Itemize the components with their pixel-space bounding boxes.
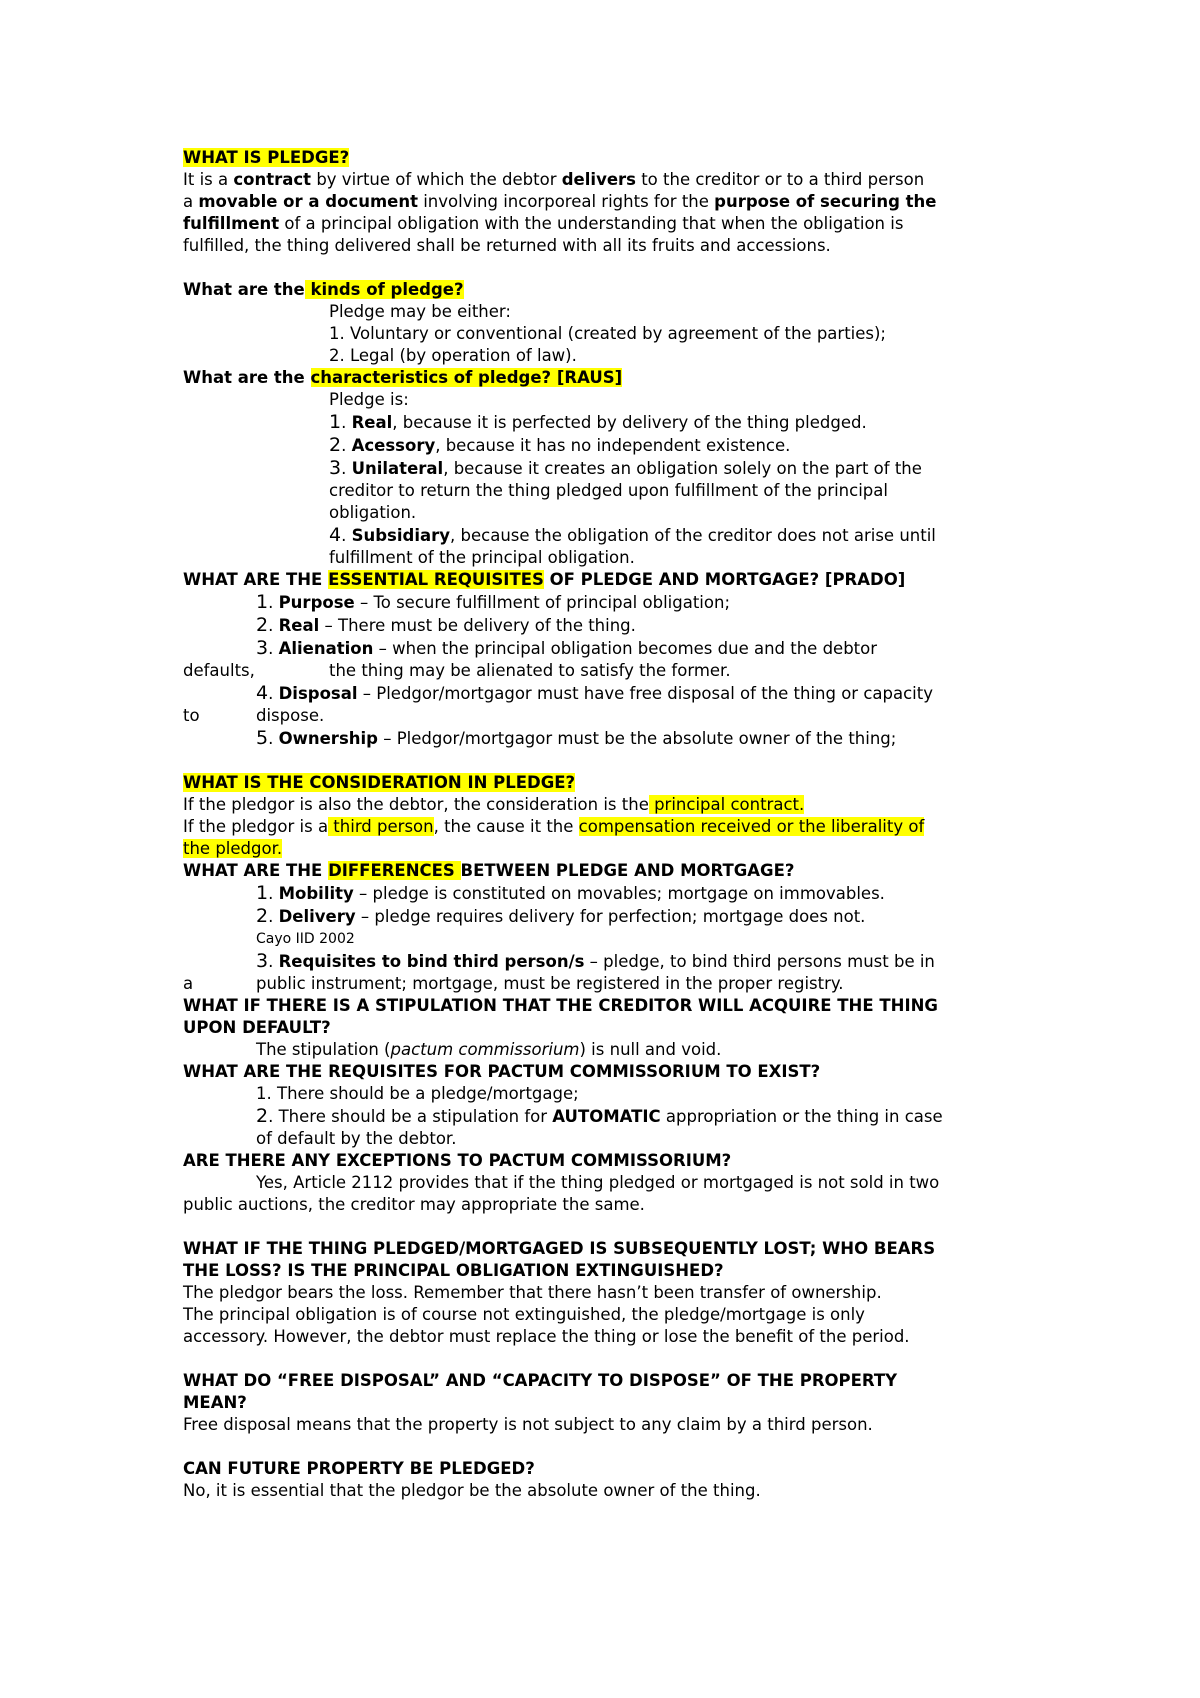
- list-number: 4: [329, 524, 342, 546]
- list-number: 3: [256, 637, 269, 659]
- spacer: [183, 1436, 1043, 1458]
- text: to: [183, 706, 200, 725]
- answer-line: The principal obligation is of course not extinguished, the pledge/mortgage is only: [183, 1305, 865, 1324]
- answer-line: public auctions, the creditor may appropriate the same.: [183, 1195, 645, 1214]
- text: It is a: [183, 170, 234, 189]
- spacer: [183, 257, 1043, 279]
- question-pactum-requisites: WHAT ARE THE REQUISITES FOR PACTUM COMMISSORIUM TO EXIST?: [183, 1062, 821, 1081]
- list-item: 4. Subsidiary, because the obligation of the creditor does not arise until: [329, 524, 936, 546]
- bold-text: delivers: [561, 170, 636, 189]
- spacer: [183, 750, 1043, 772]
- highlighted-text: kinds of pledge?: [304, 280, 464, 299]
- text: – pledge requires delivery for perfection; mortgage does not.: [355, 907, 866, 926]
- list-number: 5: [256, 727, 269, 749]
- bold-text: Alienation: [278, 639, 374, 658]
- question-kinds: [183, 279, 1043, 301]
- list-item: 1. Voluntary or conventional (created by agreement of the parties);: [329, 324, 886, 343]
- highlighted-text: DIFFERENCES: [328, 861, 461, 880]
- list-item: 1. There should be a pledge/mortgage;: [256, 1084, 579, 1103]
- highlighted-text: principal contract.: [648, 795, 805, 814]
- text: appropriation or the thing in case: [660, 1107, 943, 1126]
- text: – pledge, to bind third persons must be in: [584, 952, 935, 971]
- spacer: [183, 1216, 1043, 1238]
- question-lost-cont: THE LOSS? IS THE PRINCIPAL OBLIGATION EXTINGUISHED?: [183, 1261, 724, 1280]
- list-item: 2. Legal (by operation of law).: [329, 346, 577, 365]
- bold-text: Mobility: [278, 884, 354, 903]
- answer-line: The pledgor bears the loss. Remember that there hasn’t been transfer of ownership.: [183, 1283, 882, 1302]
- bold-text: Purpose: [278, 593, 355, 612]
- text: a: [183, 974, 194, 993]
- list-item: 2. Delivery – pledge requires delivery for perfection; mortgage does not.: [256, 905, 866, 927]
- bold-text: movable or a document: [198, 192, 418, 211]
- text: a: [183, 192, 199, 211]
- list-item: 2. Acessory, because it has no independent existence.: [329, 434, 791, 456]
- text: If the pledgor is also the debtor, the consideration is the: [183, 795, 649, 814]
- text: – when the principal obligation becomes due and the debtor: [373, 639, 878, 658]
- highlighted-text: ESSENTIAL REQUISITES: [328, 570, 544, 589]
- text: defaults,: [183, 661, 255, 680]
- list-item-continuation: fulfillment of the principal obligation.: [329, 548, 635, 567]
- highlighted-text: characteristics of pledge? [RAUS]: [310, 368, 623, 387]
- text: BETWEEN PLEDGE AND MORTGAGE?: [460, 861, 795, 880]
- bold-text: purpose of securing the: [714, 192, 937, 211]
- list-item-continuation: [183, 660, 1043, 682]
- list-item: 4. Disposal – Pledgor/mortgagor must have free disposal of the thing or capacity: [256, 682, 933, 704]
- list-item: 1. Mobility – pledge is constituted on movables; mortgage on immovables.: [256, 882, 885, 904]
- text: What are the: [183, 368, 311, 387]
- text: , because the obligation of the creditor does not arise until: [450, 526, 936, 545]
- list-item: 2. Real – There must be delivery of the thing.: [256, 614, 636, 636]
- text: . There should be a stipulation for: [268, 1107, 553, 1126]
- text: , the cause it the: [433, 817, 579, 836]
- list-item: [183, 1105, 1043, 1128]
- text: involving incorporeal rights for the: [417, 192, 715, 211]
- list-number: 1: [329, 411, 342, 433]
- bold-text: Delivery: [278, 907, 356, 926]
- bold-text: Disposal: [278, 684, 358, 703]
- bold-text: Real: [351, 413, 393, 432]
- list-number: 2: [256, 905, 269, 927]
- answer-line: No, it is essential that the pledgor be the absolute owner of the thing.: [183, 1481, 761, 1500]
- paragraph-line: fulfilled, the thing delivered shall be returned with all its fruits and accessions.: [183, 236, 831, 255]
- text: – Pledgor/mortgagor must have free disposal of the thing or capacity: [357, 684, 933, 703]
- italic-text: pactum commissorium: [390, 1040, 580, 1059]
- text: WHAT ARE THE: [183, 861, 329, 880]
- text: – To secure fulfillment of principal obligation;: [354, 593, 730, 612]
- text: to the creditor or to a third person: [635, 170, 925, 189]
- heading-what-is-pledge: WHAT IS PLEDGE?: [183, 148, 350, 167]
- text: – There must be delivery of the thing.: [319, 616, 636, 635]
- answer-line: Pledge may be either:: [329, 302, 511, 321]
- paragraph-line: [183, 191, 1043, 213]
- text: ) is null and void.: [579, 1040, 722, 1059]
- heading-consideration: WHAT IS THE CONSIDERATION IN PLEDGE?: [183, 773, 576, 792]
- list-number: 2: [256, 614, 269, 636]
- citation-note: Cayo IID 2002: [256, 931, 355, 947]
- list-number: 1: [256, 591, 269, 613]
- text: OF PLEDGE AND MORTGAGE? [PRADO]: [543, 570, 906, 589]
- question-free-disposal-cont: MEAN?: [183, 1393, 247, 1412]
- text: the thing may be alienated to satisfy the former.: [329, 661, 731, 680]
- list-item-continuation: [183, 705, 1043, 727]
- bold-text: AUTOMATIC: [552, 1107, 661, 1126]
- document-page: [183, 147, 1043, 1502]
- text: The stipulation (: [256, 1040, 391, 1059]
- text: , because it has no independent existence.: [435, 436, 791, 455]
- section-heading: [183, 147, 1043, 169]
- bold-text: contract: [233, 170, 312, 189]
- text: public instrument; mortgage, must be registered in the proper registry.: [256, 974, 844, 993]
- question-exceptions: ARE THERE ANY EXCEPTIONS TO PACTUM COMMISSORIUM?: [183, 1151, 732, 1170]
- text: What are the: [183, 280, 305, 299]
- question-free-disposal: WHAT DO “FREE DISPOSAL” AND “CAPACITY TO DISPOSE” OF THE PROPERTY: [183, 1371, 898, 1390]
- list-number: 4: [256, 682, 269, 704]
- bold-text: Unilateral: [351, 459, 444, 478]
- list-item: 1. Real, because it is perfected by delivery of the thing pledged.: [329, 411, 867, 433]
- list-number: 3: [329, 457, 342, 479]
- list-number: 3: [256, 950, 269, 972]
- answer-line: Yes, Article 2112 provides that if the thing pledged or mortgaged is not sold in two: [256, 1173, 940, 1192]
- text: dispose.: [256, 706, 325, 725]
- question-essential-requisites: [183, 569, 1043, 591]
- list-item-continuation: [183, 973, 1043, 995]
- list-item: 5. Ownership – Pledgor/mortgagor must be the absolute owner of the thing;: [256, 727, 897, 749]
- list-item: 3. Requisites to bind third person/s – pledge, to bind third persons must be in: [256, 950, 935, 972]
- list-item-continuation: obligation.: [329, 503, 417, 522]
- highlighted-text: compensation received or the liberality of: [578, 817, 925, 836]
- answer-line: [183, 1039, 1043, 1061]
- list-item-continuation: creditor to return the thing pledged upon fulfillment of the principal: [329, 481, 888, 500]
- paragraph-line: [183, 213, 1043, 235]
- list-number: 1: [256, 882, 269, 904]
- answer-line: accessory. However, the debtor must replace the thing or lose the benefit of the period.: [183, 1327, 910, 1346]
- list-number: 2: [256, 1105, 269, 1127]
- bold-text: Requisites to bind third person/s: [278, 952, 585, 971]
- answer-line: Free disposal means that the property is not subject to any claim by a third person.: [183, 1415, 873, 1434]
- paragraph-line: [183, 794, 1043, 816]
- list-item: 3. Unilateral, because it creates an obligation solely on the part of the: [329, 457, 922, 479]
- text: – Pledgor/mortgagor must be the absolute owner of the thing;: [377, 729, 897, 748]
- question-stipulation-cont: UPON DEFAULT?: [183, 1018, 331, 1037]
- paragraph-line: [183, 816, 1043, 838]
- paragraph-line: [183, 838, 1043, 860]
- text: WHAT ARE THE: [183, 570, 329, 589]
- highlighted-text: third person: [328, 817, 434, 836]
- list-item: 1. Purpose – To secure fulfillment of principal obligation;: [256, 591, 730, 613]
- text: of a principal obligation with the understanding that when the obligation is: [279, 214, 904, 233]
- bold-text: Acessory: [351, 436, 436, 455]
- highlighted-text: the pledgor.: [183, 839, 283, 858]
- list-item: 3. Alienation – when the principal obligation becomes due and the debtor: [256, 637, 878, 659]
- bold-text: Real: [278, 616, 320, 635]
- text: If the pledgor is a: [183, 817, 329, 836]
- text: – pledge is constituted on movables; mortgage on immovables.: [353, 884, 885, 903]
- bold-text: Ownership: [278, 729, 378, 748]
- paragraph-line: [183, 169, 1043, 191]
- spacer: [183, 1348, 1043, 1370]
- bold-text: fulfillment: [183, 214, 280, 233]
- section-heading: [183, 772, 1043, 794]
- question-future-property: CAN FUTURE PROPERTY BE PLEDGED?: [183, 1459, 535, 1478]
- answer-line: Pledge is:: [329, 390, 409, 409]
- text: by virtue of which the debtor: [311, 170, 562, 189]
- question-differences: [183, 860, 1043, 882]
- question-stipulation: WHAT IF THERE IS A STIPULATION THAT THE CREDITOR WILL ACQUIRE THE THING: [183, 996, 938, 1015]
- list-number: 2: [329, 434, 342, 456]
- bold-text: Subsidiary: [351, 526, 451, 545]
- list-item-continuation: of default by the debtor.: [256, 1129, 457, 1148]
- question-lost: WHAT IF THE THING PLEDGED/MORTGAGED IS SUBSEQUENTLY LOST; WHO BEARS: [183, 1239, 936, 1258]
- question-characteristics: [183, 367, 1043, 389]
- text: , because it creates an obligation solely on the part of the: [443, 459, 922, 478]
- text: , because it is perfected by delivery of the thing pledged.: [392, 413, 867, 432]
